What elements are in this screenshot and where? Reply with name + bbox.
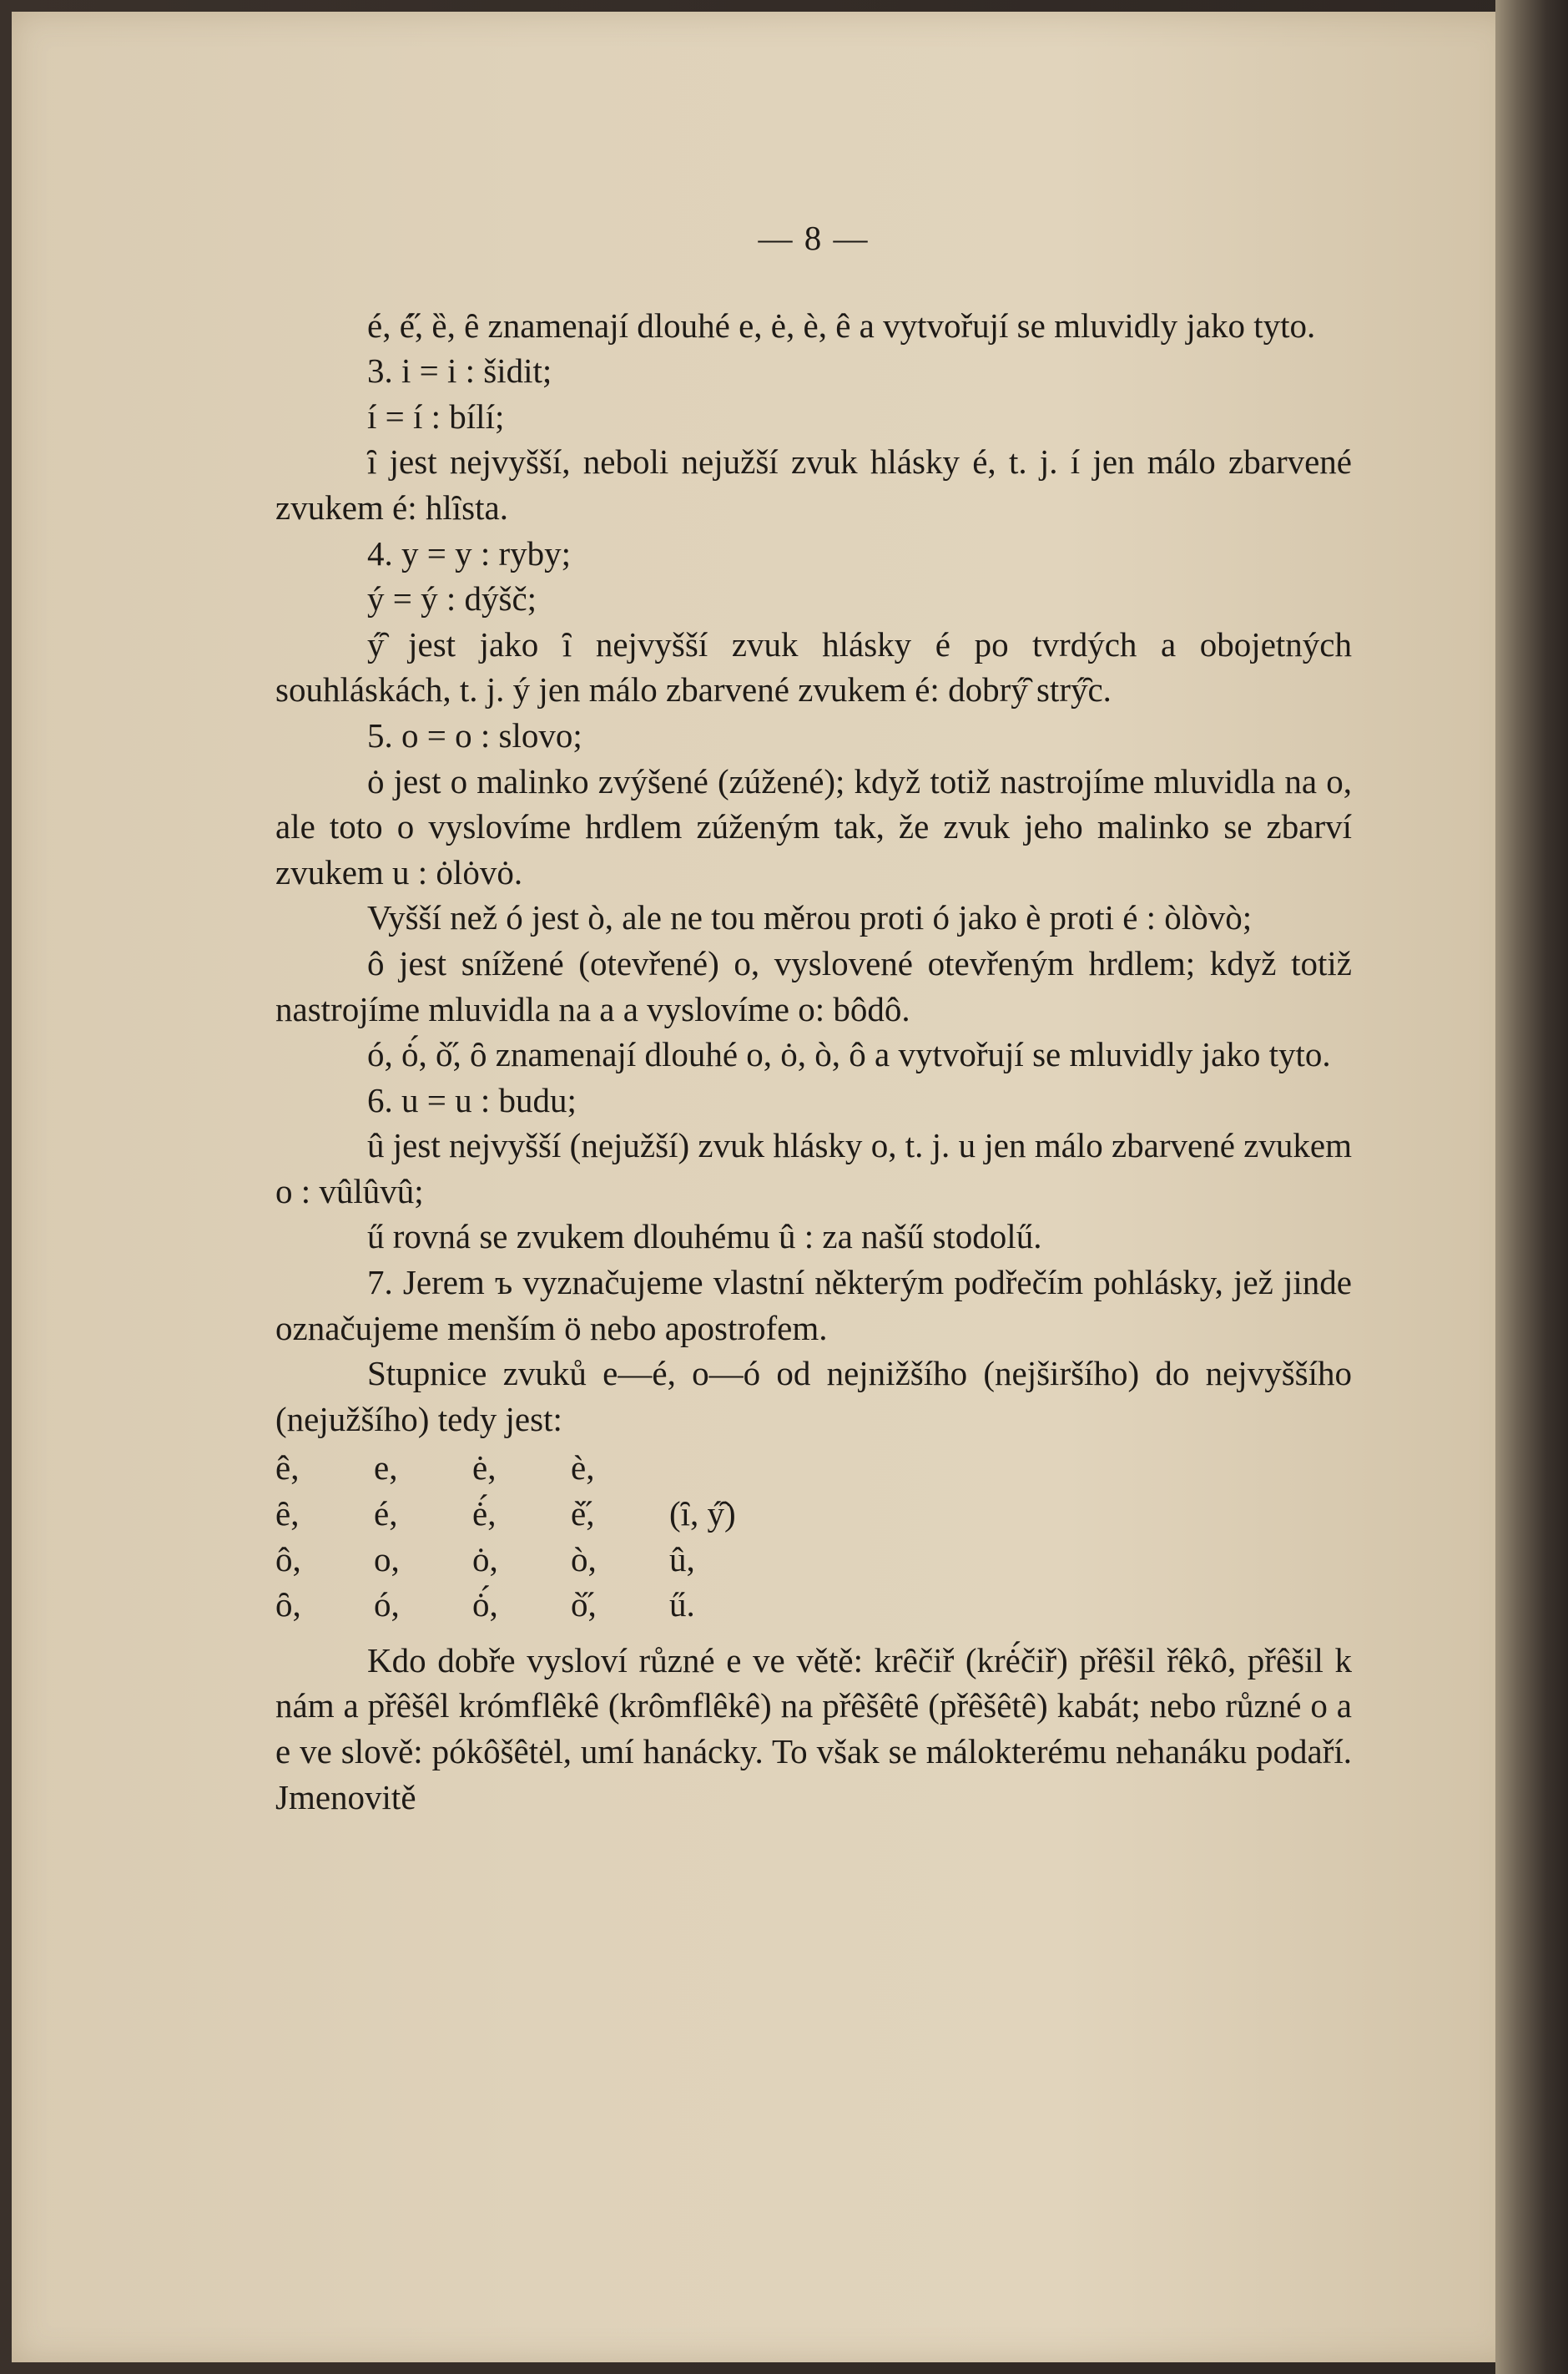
vowel-scale-cell xyxy=(669,1445,803,1491)
vowel-scale-cell: ȯ, xyxy=(472,1539,498,1578)
paragraph-i-short: 3. i = i : šidit; xyxy=(367,351,552,391)
vowel-scale-cell: ű. xyxy=(669,1585,695,1624)
paragraph-y-long: ý = ý : dýšč; xyxy=(367,579,537,619)
vowel-scale-cell: (ȋ, ý̑) xyxy=(669,1494,736,1533)
vowel-scale-row xyxy=(275,1445,803,1491)
paragraph-long-o-variants: ó, ȯ́, ò̋, ȏ znamenají dlouhé o, ȯ, ò, ô a vytvořují se mluvidly jako tyto. xyxy=(367,1035,1331,1074)
vowel-scale-cell: ê, xyxy=(275,1448,300,1488)
paragraph-i-highest: ȋ jest nejvyšší, neboli nejužší zvuk hlásky é, t. j. í jen málo zbarvené zvukem é: hlȋsta. xyxy=(275,442,1352,527)
vowel-scale-cell: o, xyxy=(374,1539,400,1578)
vowel-scale-table xyxy=(275,1445,803,1627)
paragraph-y-short: 4. y = y : ryby; xyxy=(367,533,572,573)
paragraph-o-lowered: ô jest snížené (otevřené) o, vyslovené otevřeným hrdlem; když totiž nastrojíme mluvidla na a a vyslovíme o: bôdô. xyxy=(275,943,1352,1028)
paragraph-closing: Kdo dobře vysloví různé e ve větě: krȇčiř (krė́čiř) přêšil řêkô, přêšil k nám a přêšêl krómflêkê (krômflêkê) na přêšêtȇ (přêšêtê) kabát; nebo různé o a e ve slově: pókôšêtėl, umí hanácky. To však se málokterému nehanáku podaří. Jmenovitě xyxy=(275,1640,1352,1816)
vowel-scale-cell: ė, xyxy=(472,1448,497,1488)
page-number: — 8 — xyxy=(758,219,870,257)
vowel-scale-cell: e, xyxy=(374,1448,398,1488)
vowel-scale-cell: û, xyxy=(669,1539,695,1578)
vowel-scale-cell: ȏ, xyxy=(275,1585,301,1624)
paragraph-o-raised: ȯ jest o malinko zvýšené (zúžené); když totiž nastrojíme mluvidla na o, ale toto o vyslovíme hrdlem zúženým tak, že zvuk jeho malinko se zbarví zvukem u : ȯlȯvȯ. xyxy=(275,761,1352,892)
vowel-scale-cell: è, xyxy=(571,1448,595,1488)
paragraph-long-e-variants: é, é̋, ȅ, ȇ znamenají dlouhé e, ė, è, ê a vytvořují se mluvidly jako tyto. xyxy=(367,306,1316,345)
vowel-scale-cell: ô, xyxy=(275,1539,301,1578)
vowel-scale-row xyxy=(275,1537,803,1583)
paragraph-i-long: í = í : bílí; xyxy=(367,397,505,436)
vowel-scale-cell: ȇ, xyxy=(275,1494,300,1533)
vowel-scale-row xyxy=(275,1582,803,1628)
vowel-scale-cell: è̋, xyxy=(571,1494,595,1533)
paragraph-jer: 7. Jerem ъ vyznačujeme vlastní některým podřečím pohlásky, jež jinde označujeme menším ö nebo apostrofem. xyxy=(275,1263,1352,1347)
paragraph-stupnice-intro: Stupnice zvuků e—é, o—ó od nejnižšího (nejširšího) do nejvyššího (nejužšího) tedy jest: xyxy=(275,1354,1352,1438)
vowel-scale-cell: ó, xyxy=(374,1585,400,1624)
paragraph-u-long: ű rovná se zvukem dlouhému û : za našű stodolű. xyxy=(367,1217,1042,1256)
vowel-scale-row xyxy=(275,1491,803,1537)
paragraph-u-short: 6. u = u : budu; xyxy=(367,1080,577,1119)
paragraph-y-highest: ý̑ jest jako ȋ nejvyšší zvuk hlásky é po tvrdých a obojetných souhláskách, t. j. ý jen málo zbarvené zvukem é: dobrý̑ strý̑c. xyxy=(275,624,1352,710)
book-spine-edge xyxy=(1495,0,1568,2374)
vowel-scale-cell: ò, xyxy=(571,1539,597,1578)
vowel-scale-cell: ò̋, xyxy=(571,1585,597,1624)
vowel-scale-cell: ȯ́, xyxy=(472,1585,498,1624)
paragraph-o-short: 5. o = o : slovo; xyxy=(367,715,582,755)
paragraph-o-higher: Vyšší než ó jest ò, ale ne tou měrou proti ó jako è proti é : òlòvò; xyxy=(367,898,1253,937)
paragraph-u-highest: û jest nejvyšší (nejužší) zvuk hlásky o, t. j. u jen málo zbarvené zvukem o : vûlûvû; xyxy=(275,1126,1352,1210)
page-text-block xyxy=(275,215,1352,2235)
vowel-scale-cell: ė́, xyxy=(472,1494,497,1533)
vowel-scale-cell: é, xyxy=(374,1494,398,1533)
